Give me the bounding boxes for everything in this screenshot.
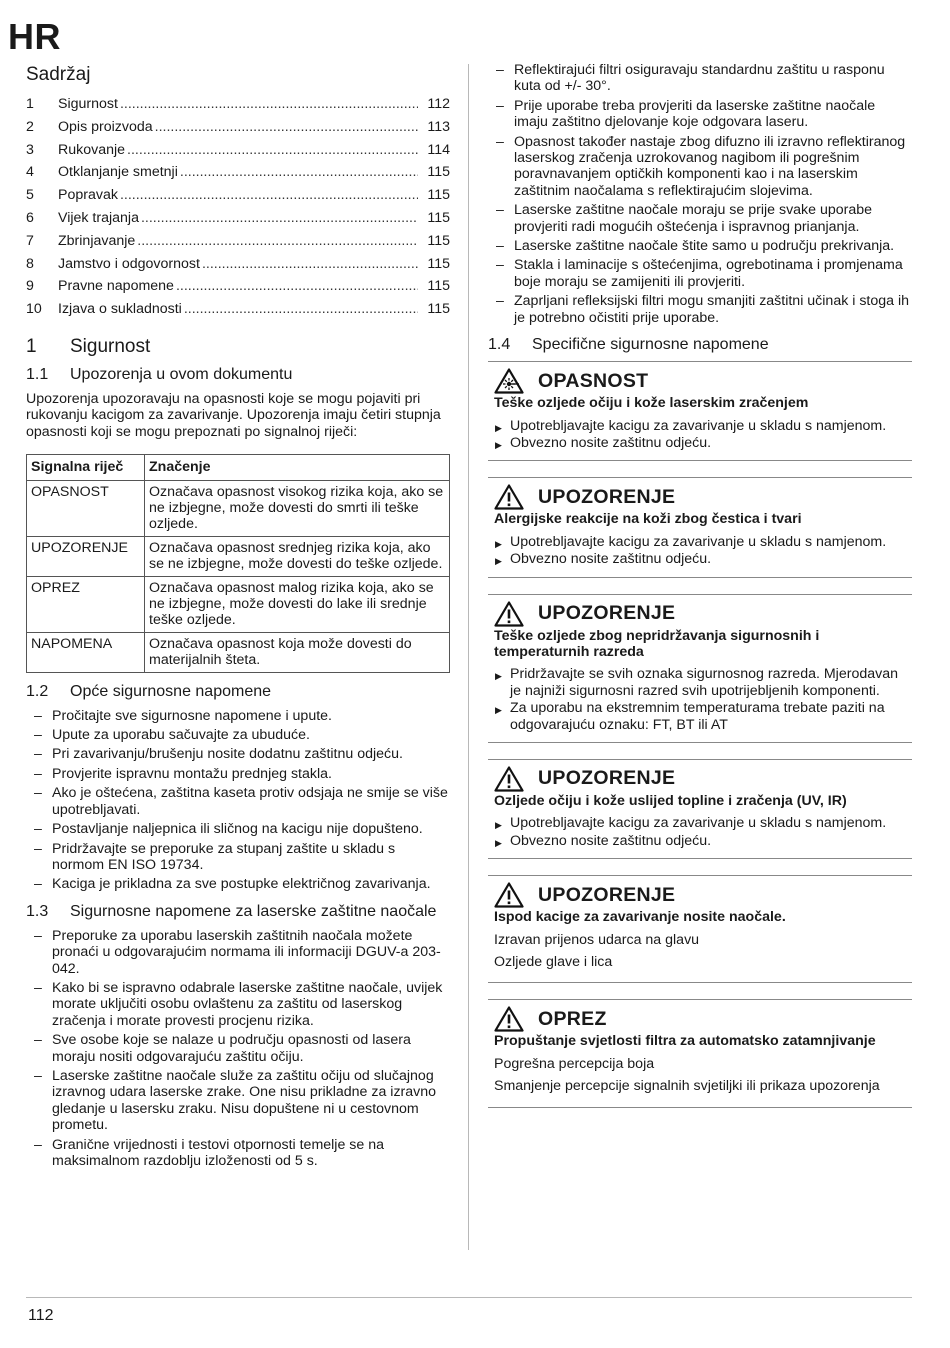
table-header-cell: Signalna riječ (27, 455, 145, 480)
section-heading-1-3: 1.3 Sigurnosne napomene za laserske zaštitne naočale (26, 902, 437, 920)
meaning-cell: Označava opasnost malog rizika koja, ako se ne izbjegne, može dovesti do lake ili srednje teške ozljede. (145, 576, 450, 632)
laser-safety-list-continued (488, 62, 912, 326)
hazard-title: Teške ozljede zbog nepridržavanja sigurnosnih i temperaturnih razreda (494, 627, 820, 660)
table-row (27, 576, 450, 632)
list-item: – Laserske zaštitne naočale služe za zaštitu očiju od slučajnog izravnog udara laserske zrake. One nisu prikladne za izravno gledanje u lasersku zraku. Nisu dopuštene ni u cestovnom prometu. (26, 1068, 450, 1134)
warning-notice (488, 594, 912, 743)
list-item: ▶ Pridržavajte se svih oznaka sigurnosnog razreda. Mjerodavan je najniži sigurnosni razred svih upotrijebljenih komponenti. (494, 666, 906, 699)
list-item: – Kako bi se ispravno odabrale laserske zaštitne naočale, uvijek morate uključiti osobu ovlaštenu za zaštitu od laserskog zračenja i morate provesti procjenu rizika. (26, 980, 450, 1029)
toc-item[interactable]: 9 Pravne napomene ..... 115 (26, 278, 450, 301)
table-row (27, 480, 450, 536)
consequence-text: Ozljede glave i lica (494, 954, 613, 970)
hazard-title: Propuštanje svjetlosti filtra za automatsko zatamnjivanje (494, 1033, 876, 1050)
signal-word-cell: OPREZ (27, 576, 145, 632)
warning-notice (488, 759, 912, 859)
list-item: – Pročitajte sve sigurnosne napomene i upute. (26, 708, 450, 724)
list-item: – Laserske zaštitne naočale moraju se prije svake uporabe provjeriti radi mogućih oštećenja i ispravnog prianjanja. (488, 202, 912, 235)
list-item: – Prije uporabe treba provjeriti da laserske zaštitne naočale imaju zaštitno djelovanje koje odgovara laseru. (488, 98, 912, 131)
list-item: – Upute za uporabu sačuvajte za ubuduće. (26, 727, 450, 743)
signal-word-cell: NAPOMENA (27, 632, 145, 672)
toc-title: Sadržaj (26, 64, 91, 85)
list-item: – Postavljanje naljepnica ili sličnog na kacigu nije dopušteno. (26, 821, 450, 837)
table-header-row (27, 455, 450, 480)
signal-word: UPOZORENJE (538, 883, 676, 906)
meaning-cell: Označava opasnost koja može dovesti do materijalnih šteta. (145, 632, 450, 672)
section-heading-1: 1 Sigurnost (26, 335, 151, 357)
section-heading-1-1: 1.1 Upozorenja u ovom dokumentu (26, 365, 293, 383)
warnings-intro-paragraph: Upozorenja upozoravaju na opasnosti koje se mogu pojaviti pri rukovanju kacigom za zavarivanje. Upozorenja imaju četiri stupnja opasnosti koji se mogu prepoznati po signalnoj riječi: (26, 390, 441, 440)
list-item: – Reflektirajući filtri osiguravaju standardnu zaštitu u rasponu kuta od +/- 30°. (488, 62, 912, 95)
hazard-title: Alergijske reakcije na koži zbog čestica i tvari (494, 511, 802, 528)
section-heading-1-4: 1.4 Specifične sigurnosne napomene (488, 336, 769, 354)
list-item: ▶ Upotrebljavajte kacigu za zavarivanje u skladu s namjenom. (494, 418, 906, 434)
warning-icon (494, 484, 524, 510)
language-code: HR (8, 16, 61, 57)
list-item: – Preporuke za uporabu laserskih zaštitnih naočala možete pronaći u odgovarajućim normama ili informaciji DGUV-a 203-042. (26, 928, 450, 977)
warning-icon (494, 601, 524, 627)
list-item: – Opasnost također nastaje zbog difuzno ili izravno reflektiranog laserskog zračenja uzrokovanog nagibom ili pogrešnim poravnavanjem optičkih komponenti kao i na laserskim zaštitnim naočalama s reflektirajućim slojevima. (488, 134, 912, 200)
list-item: – Sve osobe koje se nalaze u području opasnosti od lasera moraju nositi odgovarajuću zaštitu očiju. (26, 1032, 450, 1065)
meaning-cell: Označava opasnost visokog rizika koja, ako se ne izbjegne, može dovesti do smrti ili teške ozljede. (145, 480, 450, 536)
toc-item[interactable]: 6 Vijek trajanja ..... 115 (26, 210, 450, 233)
section-heading-1-2: 1.2 Opće sigurnosne napomene (26, 682, 272, 700)
consequence-text: Smanjenje percepcije signalnih svjetiljki ili prikaza upozorenja (494, 1078, 880, 1095)
consequence-text: Pogrešna percepcija boja (494, 1055, 655, 1072)
list-item: ▶ Za uporabu na ekstremnim temperaturama trebate paziti na odgovarajuću oznaku: FT, BT ili AT (494, 700, 906, 733)
signal-word: UPOZORENJE (538, 485, 676, 508)
toc-item[interactable]: 2 Opis proizvoda ..... 113 (26, 119, 450, 142)
toc-item[interactable]: 5 Popravak ..... 115 (26, 187, 450, 210)
signal-word: OPREZ (538, 1007, 607, 1030)
list-item: ▶ Obvezno nosite zaštitnu odjeću. (494, 833, 906, 849)
hazard-title: Ispod kacige za zavarivanje nosite naočale. (494, 909, 786, 926)
table-row (27, 536, 450, 576)
list-item: – Pri zavarivanju/brušenju nosite dodatnu zaštitnu odjeću. (26, 746, 450, 762)
list-item: – Kaciga je prikladna za sve postupke električnog zavarivanja. (26, 876, 450, 892)
toc-item[interactable]: 10 Izjava o sukladnosti ..... 115 (26, 301, 450, 324)
toc-item[interactable]: 4 Otklanjanje smetnji ..... 115 (26, 164, 450, 187)
warning-icon (494, 882, 524, 908)
list-item: ▶ Upotrebljavajte kacigu za zavarivanje u skladu s namjenom. (494, 815, 906, 831)
signal-word: UPOZORENJE (538, 767, 676, 790)
signal-word-cell: UPOZORENJE (27, 536, 145, 576)
hazard-title: Teške ozljede očiju i kože laserskim zračenjem (494, 395, 809, 412)
laser-warning-icon (494, 368, 524, 394)
column-divider (468, 64, 469, 1250)
measures-list (494, 534, 906, 568)
page-number: 112 (28, 1307, 54, 1324)
warning-icon (494, 766, 524, 792)
laser-safety-list (26, 928, 450, 1170)
list-item: – Granične vrijednosti i testovi otpornosti temelje se na maksimalnom razdoblju izloženosti od 5 s. (26, 1137, 450, 1170)
danger-notice (488, 361, 912, 461)
list-item: – Pridržavajte se preporuke za stupanj zaštite u skladu s normom EN ISO 19734. (26, 841, 450, 874)
caution-notice (488, 999, 912, 1107)
table-of-contents (26, 96, 450, 324)
toc-item[interactable]: 3 Rukovanje ..... 114 (26, 142, 450, 165)
meaning-cell: Označava opasnost srednjeg rizika koja, ako se ne izbjegne, može dovesti do teške ozljede. (145, 536, 450, 576)
measures-list (494, 666, 906, 733)
list-item: – Laserske zaštitne naočale štite samo u području prekrivanja. (488, 238, 912, 254)
signal-word: OPASNOST (538, 369, 649, 392)
measures-list (494, 418, 906, 452)
signal-word-cell: OPASNOST (27, 480, 145, 536)
list-item: ▶ Upotrebljavajte kacigu za zavarivanje u skladu s namjenom. (494, 534, 906, 550)
list-item: ▶ Obvezno nosite zaštitnu odjeću. (494, 551, 906, 567)
warning-icon (494, 1006, 524, 1032)
table-header-cell: Značenje (145, 455, 450, 480)
list-item: – Stakla i laminacije s oštećenjima, ogrebotinama i promjenama boje moraju se zamijeniti ili provjeriti. (488, 257, 912, 290)
general-safety-list (26, 708, 450, 893)
warning-notice (488, 875, 912, 983)
right-column (488, 62, 912, 1124)
toc-item[interactable]: 7 Zbrinjavanje ..... 115 (26, 233, 450, 256)
list-item: – Ako je oštećena, zaštitna kaseta protiv odsjaja ne smije se više upotrebljavati. (26, 785, 450, 818)
footer-divider (26, 1297, 912, 1298)
hazard-title: Ozljede očiju i kože uslijed topline i zračenja (UV, IR) (494, 792, 847, 809)
list-item: ▶ Obvezno nosite zaštitnu odjeću. (494, 435, 906, 451)
warning-notice (488, 477, 912, 577)
toc-item[interactable]: 1 Sigurnost ..... 112 (26, 96, 450, 119)
consequence-text: Izravan prijenos udarca na glavu (494, 931, 700, 948)
left-column (26, 62, 450, 1172)
table-row (27, 632, 450, 672)
signal-word: UPOZORENJE (538, 602, 676, 625)
list-item: – Zaprljani refleksijski filtri mogu smanjiti zaštitni učinak i stoga ih je potrebno očistiti prije uporabe. (488, 293, 912, 326)
measures-list (494, 815, 906, 849)
toc-item[interactable]: 8 Jamstvo i odgovornost ..... 115 (26, 256, 450, 279)
list-item: – Provjerite ispravnu montažu prednjeg stakla. (26, 766, 450, 782)
signal-word-table (26, 454, 450, 672)
